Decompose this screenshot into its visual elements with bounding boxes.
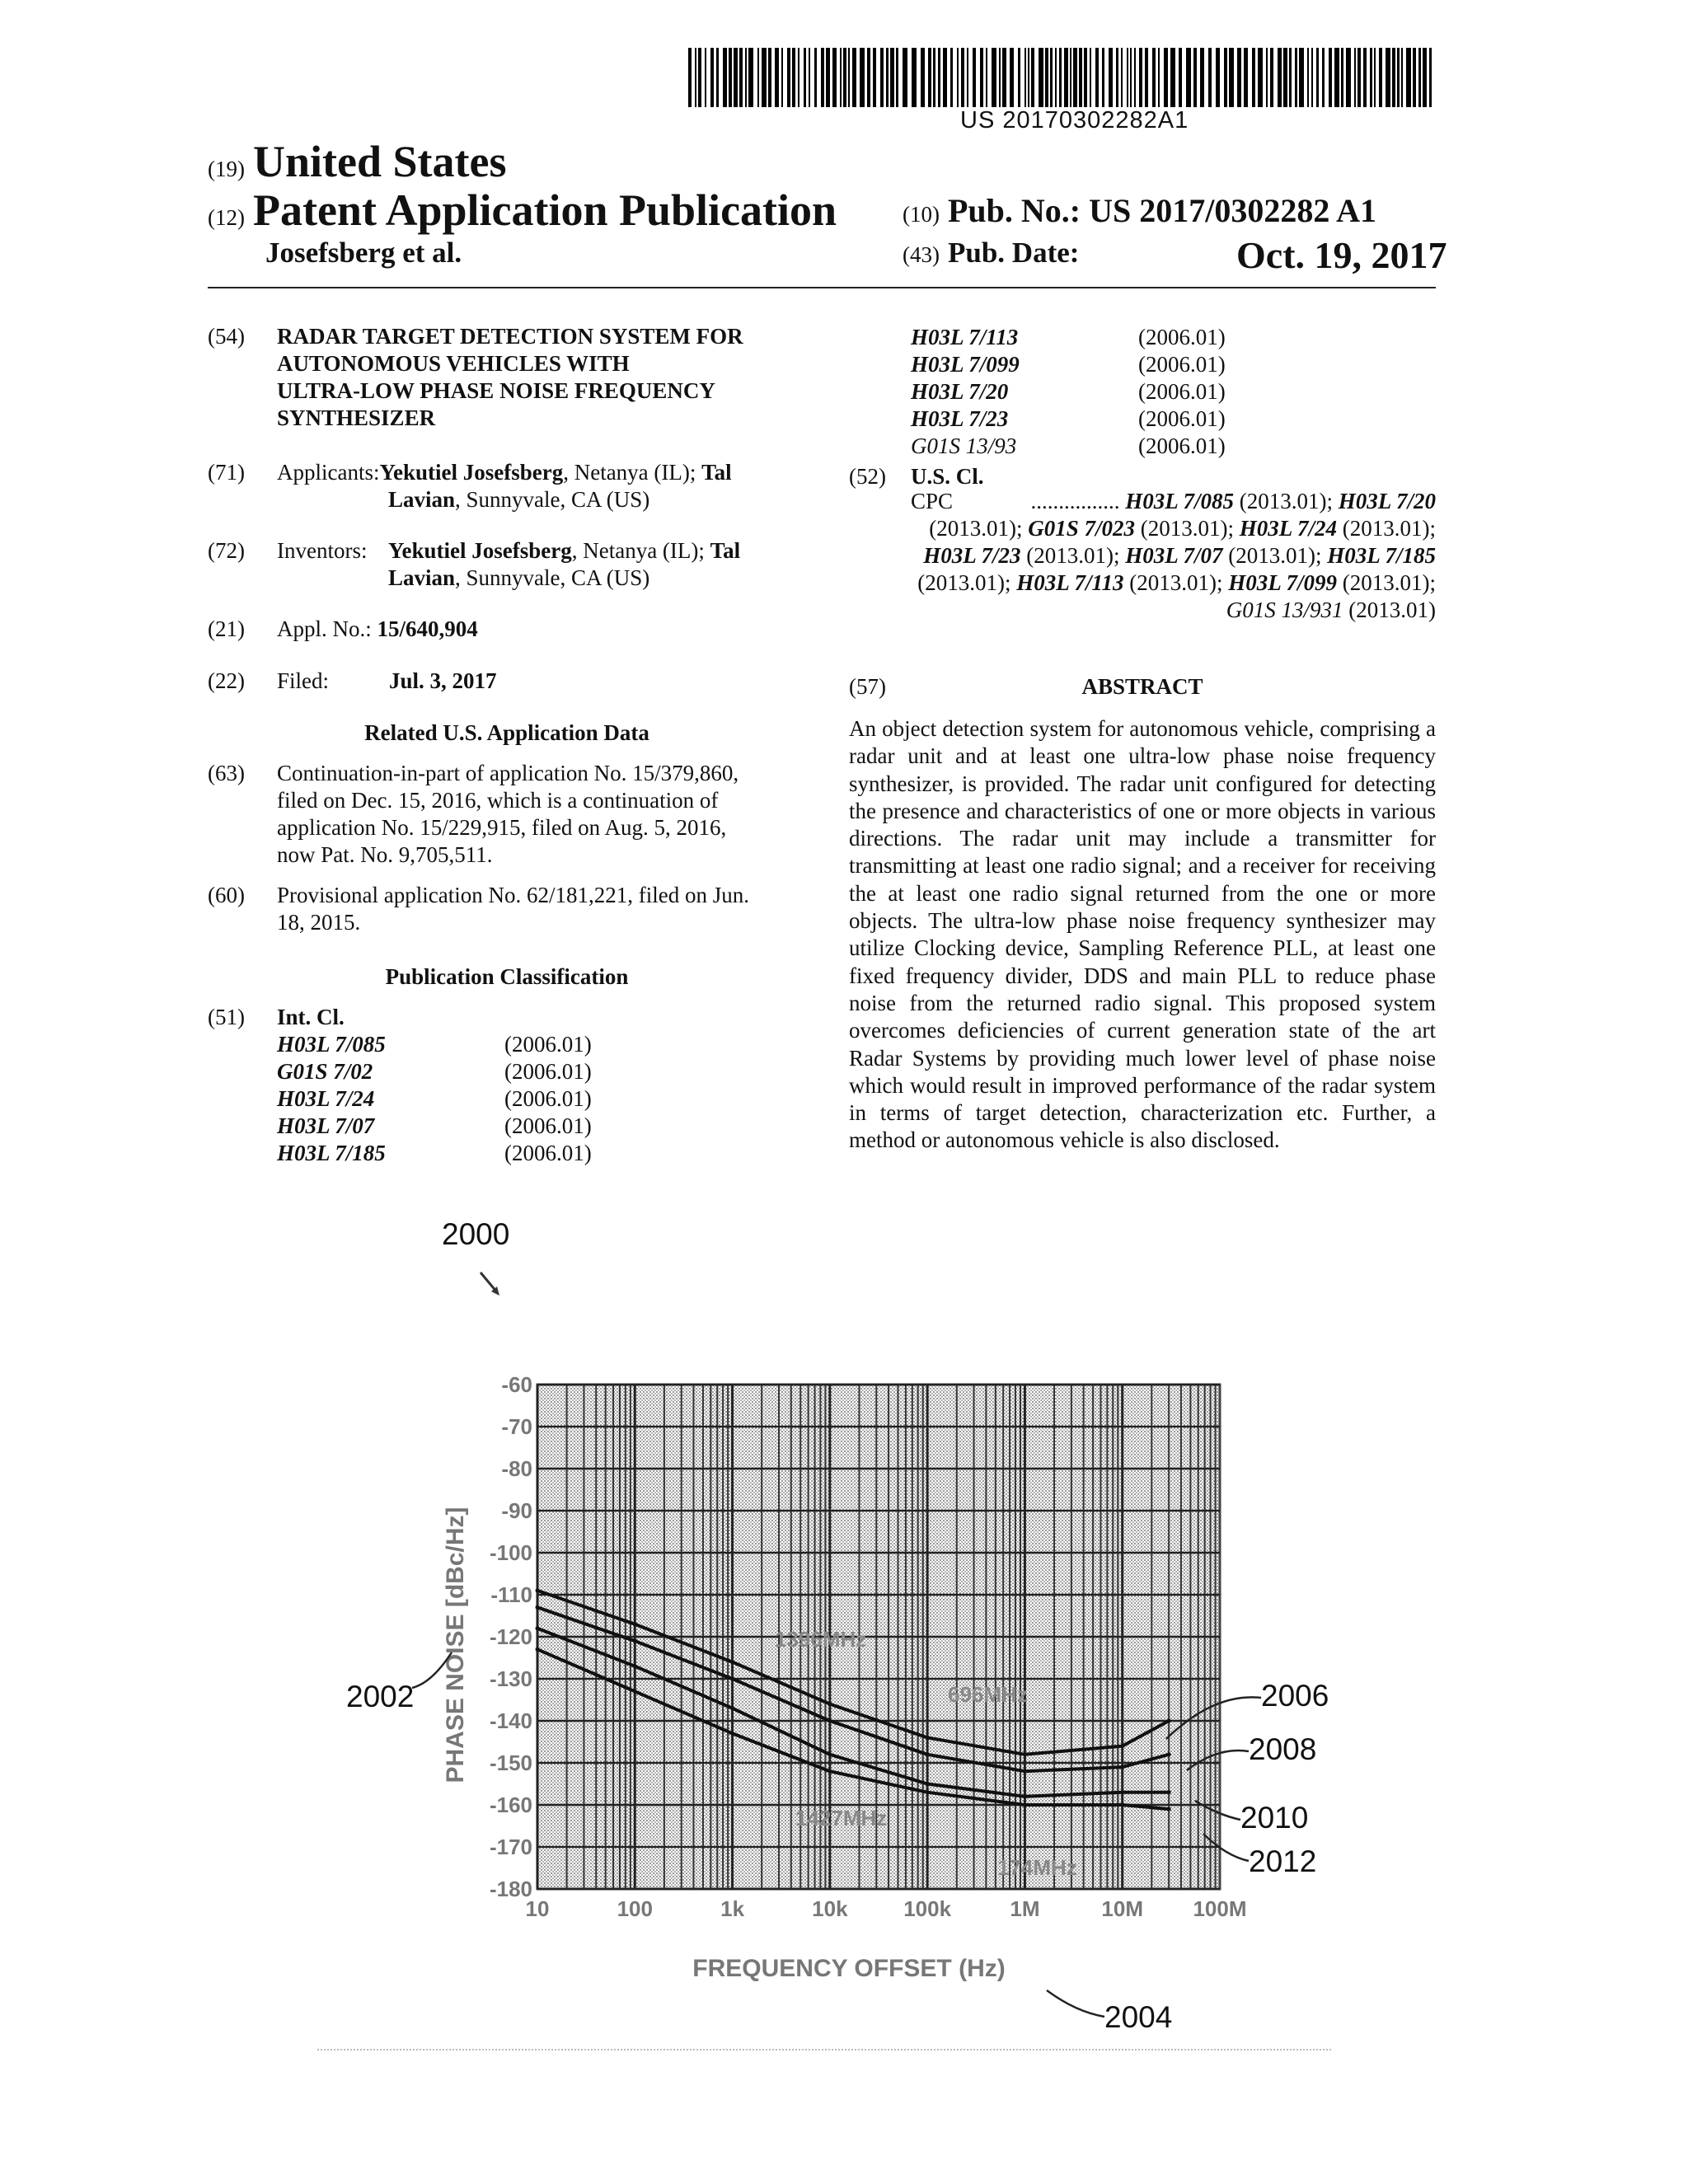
cpc-code: H03L 7/20 xyxy=(1338,489,1436,513)
data-point xyxy=(1023,1794,1027,1798)
y-tick-label: -120 xyxy=(489,1624,532,1649)
applicant-name: Lavian xyxy=(388,487,456,512)
data-point xyxy=(1023,1752,1027,1756)
y-tick-label: -140 xyxy=(489,1708,532,1733)
leader-line xyxy=(1047,1990,1104,2017)
cpc-code: H03L 7/099 xyxy=(1228,570,1338,595)
ref-numeral-curve: 2006 xyxy=(1261,1679,1329,1713)
pub-date-label: Pub. Date: xyxy=(947,237,1080,269)
cpc-version: (2013.01); xyxy=(1135,516,1240,541)
data-point xyxy=(633,1639,637,1643)
classification-code: H03L 7/23 xyxy=(911,406,1009,431)
data-point xyxy=(926,1736,930,1740)
cpc-code: H03L 7/185 xyxy=(1327,543,1436,568)
cpc-version: (2013.01); xyxy=(1337,516,1436,541)
cpc-label: CPC xyxy=(911,489,954,513)
classification-version: (2006.01) xyxy=(504,1141,592,1165)
ref-numeral-x-axis: 2004 xyxy=(1104,2000,1173,2034)
classification-version: (2006.01) xyxy=(504,1059,592,1084)
abstract-text: An object detection system for autonomous vehicle, comprising a radar unit and at least one ultra-low phase noise frequency synthesizer, is provided. The radar unit configured for detecting the presence and characteristics of one or more objects in various directions. The radar unit may include a transmitter for transmitting at least one radio signal; and a receiver for receiving the at least one radio signal returned from the one or more objects. The ultra-low phase noise frequency synthesizer may utilize Clocking device, Sampling Reference PLL, at least one fixed frequency divider, DDS and main PLL to reduce phase noise from the returned radio signal. This proposed system overcomes deficiencies of current generation state of the art Radar Systems by providing much lower level of phase noise which would result in improved performance of the radar system in terms of target detection, characterization etc. Further, a method or autonomous vehicle is also disclosed. xyxy=(849,716,1436,1153)
pub-date-value: Oct. 19, 2017 xyxy=(1236,234,1447,276)
cpc-version: (2013.01); xyxy=(1234,489,1339,513)
inid-code: (19) xyxy=(208,157,245,181)
curve-label: 1396MHz xyxy=(775,1627,867,1652)
classification-code: H03L 7/185 xyxy=(277,1141,386,1165)
data-point xyxy=(1167,1719,1171,1723)
y-tick-label: -170 xyxy=(489,1835,532,1859)
data-point xyxy=(536,1647,540,1652)
classification-version: (2006.01) xyxy=(1138,434,1226,458)
applicant-name: Tal xyxy=(701,460,732,485)
classification-code: H03L 7/20 xyxy=(911,379,1009,404)
title-line: RADAR TARGET DETECTION SYSTEM FOR xyxy=(277,324,743,349)
x-tick-label: 1M xyxy=(1010,1896,1040,1921)
cpc-dots: ................ xyxy=(1030,489,1126,513)
cpc-code: H03L 7/23 xyxy=(923,543,1021,568)
curve-label: 174MHz xyxy=(997,1855,1077,1880)
inid-code: (71) xyxy=(208,460,245,485)
applicants-label: Applicants: xyxy=(277,460,380,485)
data-point xyxy=(1120,1744,1124,1748)
us-cl-label: U.S. Cl. xyxy=(911,464,984,489)
data-point xyxy=(828,1702,832,1706)
y-tick-label: -90 xyxy=(501,1498,532,1523)
data-point xyxy=(1167,1752,1171,1756)
provisional-line: Provisional application No. 62/181,221, filed on Jun. xyxy=(277,883,749,907)
filed-value: Jul. 3, 2017 xyxy=(389,668,497,693)
title-line: SYNTHESIZER xyxy=(277,405,436,430)
pub-number-value: US 2017/0302282 A1 xyxy=(1089,192,1377,229)
inventor-location: , Sunnyvale, CA (US) xyxy=(455,565,650,590)
data-point xyxy=(1167,1790,1171,1794)
data-point xyxy=(1167,1807,1171,1811)
inid-code: (72) xyxy=(208,538,245,563)
cpc-version: (2013.01) xyxy=(1343,598,1436,622)
data-point xyxy=(828,1719,832,1723)
y-tick-label: -100 xyxy=(489,1540,532,1565)
authors: Josefsberg et al. xyxy=(265,237,462,269)
data-point xyxy=(828,1752,832,1756)
classification-version: (2006.01) xyxy=(1138,406,1226,431)
inventor-name: Yekutiel Josefsberg xyxy=(388,538,572,563)
data-point xyxy=(926,1782,930,1786)
classification-code: H03L 7/085 xyxy=(277,1032,386,1057)
filed-label: Filed: xyxy=(277,668,330,693)
cpc-version: (2013.01); xyxy=(929,516,1029,541)
inid-code: (52) xyxy=(849,464,886,489)
cpc-version: (2013.01); xyxy=(917,570,1017,595)
ref-numeral-curve: 2010 xyxy=(1240,1801,1309,1835)
classification-version: (2006.01) xyxy=(1138,352,1226,377)
classification-version: (2006.01) xyxy=(1138,325,1226,349)
applicant-location: , Sunnyvale, CA (US) xyxy=(455,487,650,512)
related-heading: Related U.S. Application Data xyxy=(364,720,649,745)
title-line: AUTONOMOUS VEHICLES WITH xyxy=(277,351,630,376)
cpc-version: (2013.01); xyxy=(1337,570,1436,595)
cpc-code: G01S 7/023 xyxy=(1028,516,1136,541)
cpc-version: (2013.01); xyxy=(1222,543,1328,568)
classification-version: (2006.01) xyxy=(504,1113,592,1138)
classification-code: H03L 7/099 xyxy=(911,352,1020,377)
cpc-code: G01S 13/931 xyxy=(1226,598,1343,622)
data-point xyxy=(1120,1790,1124,1794)
classification-version: (2006.01) xyxy=(504,1086,592,1111)
classification-code: H03L 7/07 xyxy=(277,1113,375,1138)
y-tick-label: -80 xyxy=(501,1456,532,1481)
inid-code: (60) xyxy=(208,883,245,907)
data-point xyxy=(1120,1803,1124,1807)
footer-rule xyxy=(317,2049,1331,2050)
cpc-code: H03L 7/24 xyxy=(1239,516,1338,541)
appl-no-value: 15/640,904 xyxy=(377,616,478,641)
int-cl-label: Int. Cl. xyxy=(277,1005,345,1029)
inid-code: (63) xyxy=(208,761,245,785)
ref-numeral-curve: 2012 xyxy=(1249,1844,1317,1878)
x-tick-label: 1k xyxy=(720,1896,745,1921)
data-point xyxy=(926,1752,930,1756)
cpc-version: (2013.01); xyxy=(1123,570,1229,595)
data-point xyxy=(1120,1765,1124,1769)
data-point xyxy=(1023,1769,1027,1774)
inventors-label: Inventors: xyxy=(277,538,368,563)
ref-numeral-curve: 2008 xyxy=(1249,1732,1317,1766)
data-point xyxy=(730,1732,734,1736)
classification-code: H03L 7/113 xyxy=(911,325,1019,349)
inid-code: (22) xyxy=(208,668,245,693)
data-point xyxy=(828,1769,832,1774)
continuation-line: application No. 15/229,915, filed on Aug. 5, 2016, xyxy=(277,815,727,840)
ref-numeral-y-axis: 2002 xyxy=(346,1680,415,1713)
x-tick-label: 100 xyxy=(617,1896,653,1921)
cpc-version: (2013.01); xyxy=(1020,543,1126,568)
inid-code: (21) xyxy=(208,616,245,641)
y-tick-label: -180 xyxy=(489,1877,532,1901)
inventor-name: Tal xyxy=(710,538,741,563)
x-tick-label: 100k xyxy=(903,1896,952,1921)
x-tick-label: 100M xyxy=(1193,1896,1247,1921)
barcode-number: US 20170302282A1 xyxy=(960,107,1189,134)
data-point xyxy=(633,1690,637,1694)
y-tick-label: -130 xyxy=(489,1666,532,1691)
continuation-line: filed on Dec. 15, 2016, which is a continuation of xyxy=(277,788,719,813)
classification-version: (2006.01) xyxy=(504,1032,592,1057)
x-axis-title: FREQUENCY OFFSET (Hz) xyxy=(692,1955,1006,1982)
inid-code: (10) xyxy=(903,202,940,227)
classification-code: G01S 13/93 xyxy=(911,434,1017,458)
data-point xyxy=(633,1622,637,1626)
y-tick-label: -110 xyxy=(490,1582,532,1607)
pub-type: Patent Application Publication xyxy=(252,185,837,235)
y-tick-label: -160 xyxy=(489,1793,532,1817)
y-tick-label: -70 xyxy=(501,1414,532,1439)
x-tick-label: 10k xyxy=(812,1896,848,1921)
pub-number-label: Pub. No.: xyxy=(947,192,1081,229)
classification-code: G01S 7/02 xyxy=(277,1059,373,1084)
inventor-location: , Netanya (IL); xyxy=(571,538,710,563)
inid-code: (51) xyxy=(208,1005,245,1029)
inid-code: (54) xyxy=(208,324,245,349)
data-point xyxy=(536,1588,540,1592)
applicant-location: , Netanya (IL); xyxy=(563,460,702,485)
inid-code: (43) xyxy=(903,242,940,267)
cpc-code: H03L 7/113 xyxy=(1016,570,1124,595)
cpc-code: H03L 7/07 xyxy=(1125,543,1223,568)
data-point xyxy=(536,1605,540,1610)
continuation-line: now Pat. No. 9,705,511. xyxy=(277,842,493,867)
provisional-line: 18, 2015. xyxy=(277,910,361,935)
data-point xyxy=(926,1790,930,1794)
data-point xyxy=(730,1706,734,1710)
ref-numeral-main: 2000 xyxy=(442,1217,510,1251)
data-point xyxy=(1023,1803,1027,1807)
curve-label: 1427MHz xyxy=(795,1806,888,1830)
classification-version: (2006.01) xyxy=(1138,379,1226,404)
abstract-heading: ABSTRACT xyxy=(1081,674,1203,699)
inid-code: (57) xyxy=(849,674,886,699)
inventor-name: Lavian xyxy=(388,565,456,590)
y-axis-title: PHASE NOISE [dBc/Hz] xyxy=(442,1507,469,1783)
y-tick-label: -150 xyxy=(489,1750,532,1775)
title-line: ULTRA-LOW PHASE NOISE FREQUENCY xyxy=(277,378,715,403)
x-tick-label: 10 xyxy=(525,1896,550,1921)
y-tick-label: -60 xyxy=(501,1372,532,1397)
inid-code: (12) xyxy=(208,205,245,230)
pub-class-heading: Publication Classification xyxy=(385,964,629,989)
data-point xyxy=(633,1664,637,1668)
continuation-line: Continuation-in-part of application No. 15/379,860, xyxy=(277,761,739,785)
classification-code: H03L 7/24 xyxy=(277,1086,375,1111)
data-point xyxy=(536,1626,540,1630)
x-tick-label: 10M xyxy=(1101,1896,1144,1921)
applicant-name: Yekutiel Josefsberg xyxy=(379,460,564,485)
appl-no-label: Appl. No.: xyxy=(277,616,372,641)
country: United States xyxy=(252,137,507,186)
data-point xyxy=(730,1677,734,1681)
curve-label: 696MHz xyxy=(948,1682,1028,1707)
data-point xyxy=(730,1660,734,1664)
cpc-code: H03L 7/085 xyxy=(1125,489,1235,513)
